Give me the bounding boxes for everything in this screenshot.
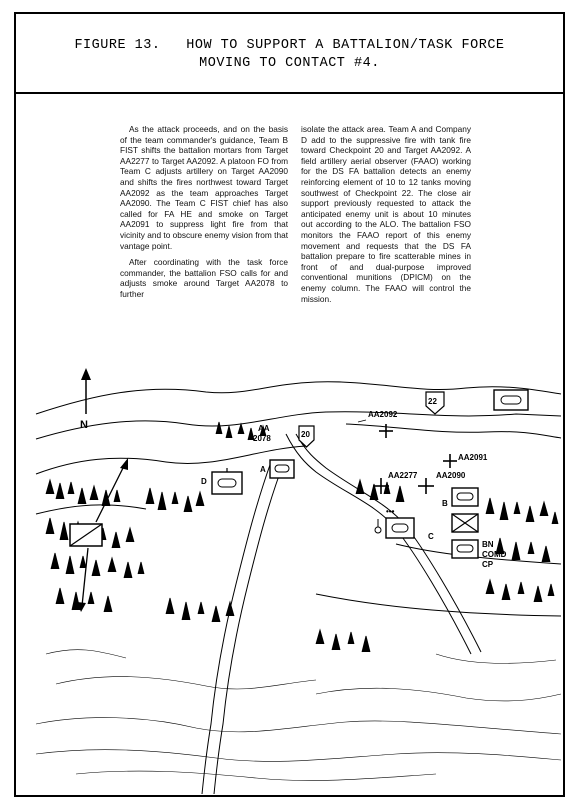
friendly-unit-lower-left <box>70 458 128 612</box>
cp-label: CP <box>482 560 494 569</box>
checkpoint-20-label: 20 <box>301 430 310 439</box>
company-d-label: D <box>201 477 207 486</box>
target-aa2091 <box>443 453 488 468</box>
aa-label-bottom: 2078 <box>253 434 271 443</box>
aa-label-top: AA <box>258 424 270 433</box>
target-aa2091-label: AA2091 <box>458 453 488 462</box>
bn-label: BN <box>482 540 494 549</box>
paragraph-left-1: As the attack proceeds, and on the basis of the team commander's guidance, Team B FIST shifts the battalion mortars from Target AA2277 to Target AA2092. A platoon FO from Team C adjusts artillery on Target AA2090 and shifts the fires northwest toward Target AA2092 as the team approaches Target AA2090. The Team C FIST chief has also called for FA HE and smoke on Target AA2091 to suppress light fire from that vicinity and to obscure enemy vision from that vantage point. <box>120 124 288 251</box>
target-aa2092 <box>358 410 398 438</box>
target-aa2277-label: AA2277 <box>388 471 418 480</box>
team-b-label: B <box>442 499 448 508</box>
figure-title-line-1: FIGURE 13. HOW TO SUPPORT A BATTALION/TASK FORCE <box>74 38 505 53</box>
text-column-left <box>120 124 288 306</box>
team-a-unit <box>260 460 294 478</box>
terrain-shading <box>36 650 561 781</box>
svg-text:•••: ••• <box>386 507 395 516</box>
team-b-unit <box>442 488 478 508</box>
target-aa2277 <box>373 471 418 494</box>
checkpoint-22-label: 22 <box>428 397 437 406</box>
checkpoint-22-marker <box>426 392 444 414</box>
team-c-label: C <box>428 532 434 541</box>
paragraph-right-1: isolate the attack area. Team A and Company D add to the suppressive fire with tank fire toward Checkpoint 20 and Target AA2092. A field artillery aerial observer (FAAO) working for the DS FA battalion detects an enemy reinforcing element of 10 to 12 tanks moving southwest of Checkpoint 22. The close air support previously requested to attack the anticipated enemy unit is about 10 minutes out according to the ALO. The battalion FSO monitors the FAAO report of this enemy movement and requests that the DS FA battalion prepare to fire scatterable mines in front of and dual-purpose improved conventional munitions (DPICM) on the enemy column. The FAAO will control the mission. <box>301 124 471 304</box>
target-aa2092-label: AA2092 <box>368 410 398 419</box>
company-d-unit <box>201 468 242 494</box>
comd-label: COMD <box>482 550 507 559</box>
figure-title-box <box>16 14 563 94</box>
team-a-label: A <box>260 465 266 474</box>
battlefield-sketch <box>16 354 567 794</box>
road <box>202 434 481 794</box>
text-column-right <box>301 124 471 310</box>
figure-frame <box>14 12 565 797</box>
target-aa2090-label: AA2090 <box>436 471 466 480</box>
paragraph-left-2: After coordinating with the task force commander, the battalion FSO calls for and adjusts smoke around Target AA2078 to further <box>120 257 288 299</box>
team-c-unit <box>428 514 478 541</box>
north-arrow <box>80 368 91 431</box>
figure-title-line-2: MOVING TO CONTACT #4. <box>199 56 380 71</box>
checkpoint-20-marker <box>299 426 314 447</box>
enemy-unit-symbol <box>494 390 528 410</box>
north-label: N <box>80 419 88 431</box>
mortar-unit <box>375 507 414 538</box>
